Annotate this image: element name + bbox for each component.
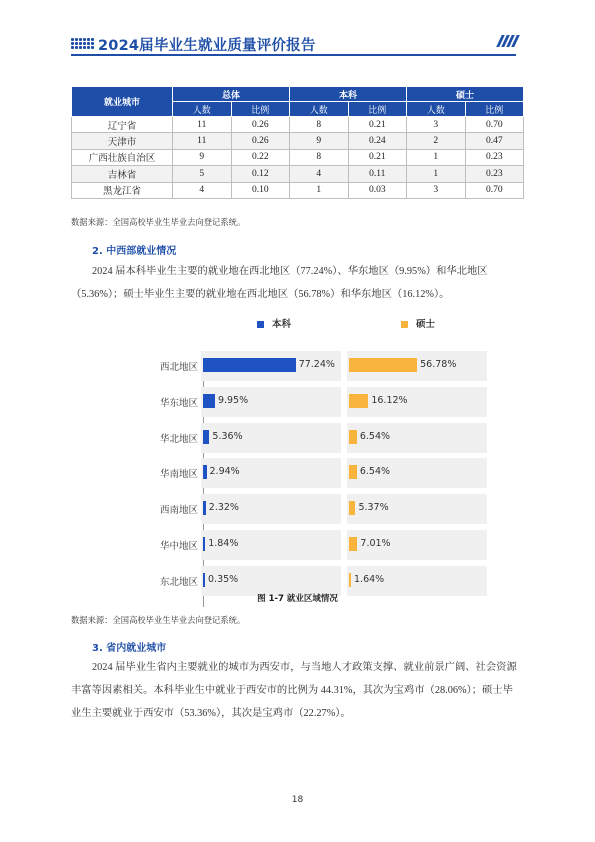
bar-value-label-bachelor: 5.36% [212, 430, 243, 442]
col-header-city: 就业城市 [72, 87, 173, 117]
bar-value-label-master: 16.12% [371, 394, 408, 406]
bar-bachelor [203, 465, 207, 479]
table-row [72, 133, 524, 149]
table-cell: 0.12 [231, 166, 290, 182]
bar-value-label-master: 1.64% [354, 573, 385, 585]
table-cell: 0.21 [348, 149, 407, 165]
legend-item-master [401, 316, 435, 330]
table-row [72, 166, 524, 182]
group-header-master: 硕士 [407, 87, 524, 102]
section-2-heading: 2. 中西部就业情况 [92, 246, 177, 257]
sub-header: 比例 [465, 102, 524, 117]
table-cell: 0.70 [465, 182, 524, 198]
bar-value-label-master: 6.54% [359, 430, 391, 442]
paragraph-line: （5.36%）；硕士毕业生主要的就业地在西北地区（56.78%）和华东地区（16.12%）。 [71, 289, 450, 300]
table-cell: 0.47 [465, 133, 524, 149]
region-employment-chart [145, 316, 505, 598]
bar-bachelor [203, 394, 215, 408]
bar-value-label-master: 56.78% [420, 359, 457, 370]
chart-category-row [145, 423, 490, 453]
bar-value-label-bachelor: 9.95% [217, 394, 249, 406]
bar-value-label-bachelor: 1.84% [208, 538, 239, 549]
section-3-heading: 3. 省内就业城市 [92, 643, 167, 654]
table-row [72, 182, 524, 198]
bar-value-label-master: 6.54% [359, 466, 391, 478]
dot-grid-icon [71, 38, 95, 50]
bar-master [349, 358, 417, 372]
table-cell: 0.10 [231, 182, 290, 198]
stripe-decoration-icon [497, 35, 519, 47]
table-cell: 9 [173, 149, 232, 165]
legend-swatch-master [401, 321, 408, 328]
chart-category-row [145, 458, 490, 488]
figure-caption: 图 1-7 就业区域情况 [257, 594, 338, 604]
table-cell: 3 [407, 117, 466, 133]
table-cell: 4 [290, 166, 349, 182]
bar-value-label-master: 5.37% [358, 502, 389, 514]
bar-master [349, 465, 357, 479]
table-row [72, 149, 524, 165]
table-cell: 0.70 [465, 117, 524, 133]
section-3-paragraph [71, 656, 526, 725]
paragraph-line: 2024 届本科毕业生主要的就业地在西北地区（77.24%）、华东地区（9.95%）和华北地区 [92, 266, 488, 277]
sub-header: 比例 [231, 102, 290, 117]
table-source-note: 数据来源：全国高校毕业生毕业去向登记系统。 [71, 218, 246, 227]
table-row [72, 117, 524, 133]
table-cell: 1 [407, 149, 466, 165]
bar-value-label-master: 7.01% [360, 538, 391, 549]
table-cell: 1 [290, 182, 349, 198]
group-header-overall: 总体 [173, 87, 290, 102]
table-cell: 11 [173, 117, 232, 133]
table-cell: 0.24 [348, 133, 407, 149]
bar-master [349, 501, 355, 515]
table-cell: 0.11 [348, 166, 407, 182]
paragraph-line: 丰富等因素相关。本科毕业生中就业于西安市的比例为 44.31%，其次为宝鸡市（28.06%）；硕士毕 [71, 685, 513, 696]
table-cell: 0.03 [348, 182, 407, 198]
figure-source-note: 数据来源：全国高校毕业生毕业去向登记系统。 [71, 616, 246, 625]
table-cell: 5 [173, 166, 232, 182]
bar-value-label-bachelor: 0.35% [208, 573, 239, 585]
sub-header: 人数 [173, 102, 232, 117]
table-cell: 0.23 [465, 149, 524, 165]
category-label: 华东地区 [159, 397, 198, 409]
paragraph-line: 业生主要就业于西安市（53.36%），其次是宝鸡市（22.27%）。 [71, 708, 351, 719]
legend-item-bachelor [257, 316, 291, 330]
bar-master [349, 394, 368, 408]
table-cell: 1 [407, 166, 466, 182]
cell-city: 天津市 [72, 133, 173, 149]
bar-bachelor [203, 501, 206, 515]
page-number: 18 [291, 795, 304, 805]
table-cell: 8 [290, 117, 349, 133]
category-label: 华南地区 [159, 469, 198, 481]
table-cell: 3 [407, 182, 466, 198]
legend-label: 硕士 [416, 319, 436, 330]
legend-swatch-bachelor [257, 321, 264, 328]
page-header [0, 0, 595, 60]
sub-header: 人数 [290, 102, 349, 117]
report-title: 2024届毕业生就业质量评价报告 [98, 38, 316, 54]
cell-city: 黑龙江省 [72, 182, 173, 198]
table-cell: 0.26 [231, 117, 290, 133]
table-cell: 0.22 [231, 149, 290, 165]
table-cell: 0.26 [231, 133, 290, 149]
bar-bachelor [203, 430, 209, 444]
table-cell: 0.23 [465, 166, 524, 182]
cell-city: 辽宁省 [72, 117, 173, 133]
bar-bachelor [203, 573, 205, 587]
category-label: 西北地区 [159, 362, 198, 373]
section-2-paragraph [71, 260, 526, 306]
cell-city: 广西壮族自治区 [72, 149, 173, 165]
category-label: 西南地区 [159, 505, 198, 517]
category-label: 华北地区 [159, 433, 198, 445]
chart-category-row [145, 351, 490, 381]
paragraph-line: 2024 届毕业生省内主要就业的城市为西安市，与当地人才政策支撑、就业前景广阔、社会资源 [92, 662, 517, 673]
sub-header: 人数 [407, 102, 466, 117]
chart-category-row [145, 530, 490, 560]
bar-bachelor [203, 537, 205, 551]
bar-master [349, 573, 351, 587]
category-label: 华中地区 [159, 541, 198, 552]
header-rule [71, 54, 516, 56]
category-label: 东北地区 [159, 576, 198, 588]
bar-value-label-bachelor: 2.94% [209, 466, 240, 478]
bar-value-label-bachelor: 77.24% [298, 359, 335, 370]
cell-city: 吉林省 [72, 166, 173, 182]
table-cell: 11 [173, 133, 232, 149]
table-cell: 9 [290, 133, 349, 149]
table-cell: 4 [173, 182, 232, 198]
group-header-bachelor: 本科 [290, 87, 407, 102]
bar-value-label-bachelor: 2.32% [208, 502, 239, 514]
table-cell: 2 [407, 133, 466, 149]
legend-label: 本科 [272, 319, 292, 330]
table-body [72, 117, 524, 199]
bar-master [349, 537, 357, 551]
table-cell: 0.21 [348, 117, 407, 133]
bar-master [349, 430, 357, 444]
sub-header: 比例 [348, 102, 407, 117]
table-cell: 8 [290, 149, 349, 165]
chart-category-row [145, 387, 490, 417]
chart-category-row [145, 494, 490, 524]
city-employment-table [71, 86, 524, 199]
bar-bachelor [203, 358, 296, 372]
